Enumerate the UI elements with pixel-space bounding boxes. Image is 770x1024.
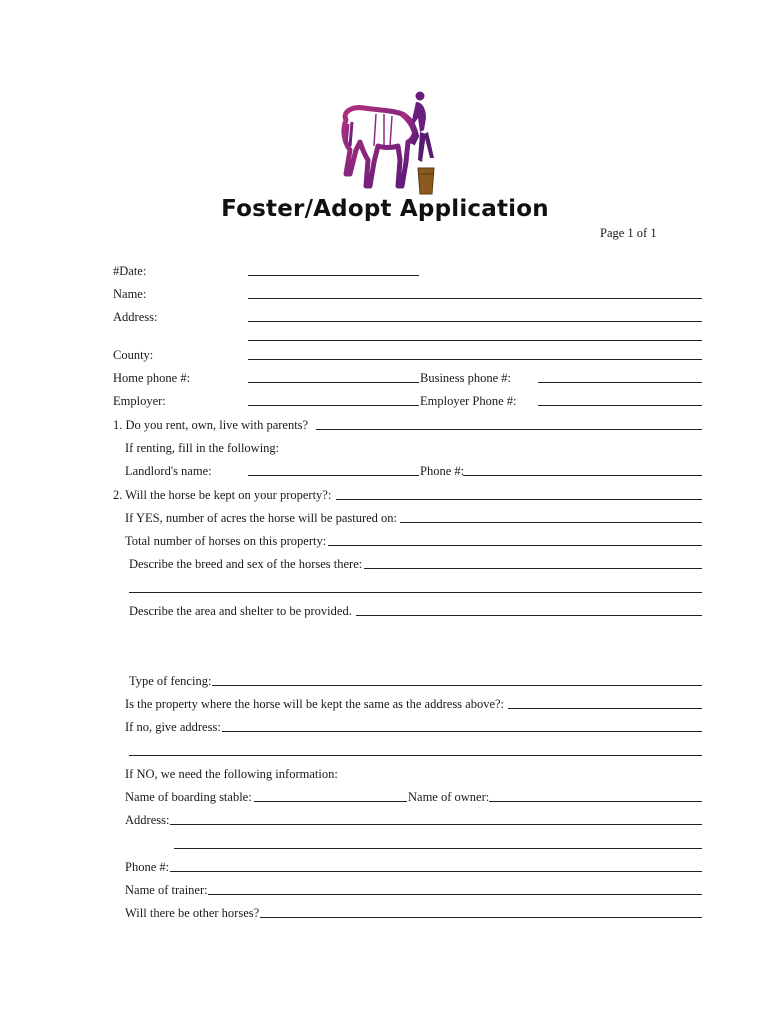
stable-address-label: Address: [125,813,170,827]
business-phone-field[interactable] [538,382,702,383]
landlord-field[interactable] [248,475,419,476]
boarding-stable-label: Name of boarding stable: [125,790,252,804]
stable-address-field-line2[interactable] [174,848,702,849]
address-label: Address: [113,310,158,324]
total-horses-label: Total number of horses on this property: [125,534,327,548]
address-field-line2[interactable] [248,340,702,341]
same-address-field[interactable] [508,708,702,709]
fencing-label: Type of fencing: [129,674,212,688]
stable-phone-label: Phone #: [125,860,170,874]
employer-field[interactable] [248,405,419,406]
acres-field[interactable] [400,522,702,523]
landlord-phone-field[interactable] [463,475,702,476]
trainer-label: Name of trainer: [125,883,208,897]
county-field[interactable] [248,359,702,360]
same-address-label: Is the property where the horse will be kept the same as the address above?: [125,697,505,711]
business-phone-label: Business phone #: [420,371,511,385]
employer-phone-label: Employer Phone #: [420,394,517,408]
county-label: County: [113,348,154,362]
date-label: #Date: [113,264,147,278]
page-indicator: Page 1 of 1 [600,226,657,240]
breed-sex-field[interactable] [364,568,702,569]
area-shelter-label: Describe the area and shelter to be provided. [129,604,352,618]
acres-label: If YES, number of acres the horse will be pastured on: [125,511,398,525]
other-horses-label: Will there be other horses? [125,906,260,920]
trainer-field[interactable] [208,894,702,895]
name-field[interactable] [248,298,702,299]
renting-note: If renting, fill in the following: [125,441,280,455]
page-title: Foster/Adopt Application [221,196,549,222]
landlord-label: Landlord's name: [125,464,212,478]
stable-address-field[interactable] [170,824,702,825]
landlord-phone-label: Phone #: [420,464,465,478]
q1-field[interactable] [316,429,702,430]
stable-phone-field[interactable] [170,871,702,872]
fencing-field[interactable] [212,685,702,686]
breed-sex-field-line2[interactable] [129,592,702,593]
total-horses-field[interactable] [328,545,702,546]
owner-field[interactable] [489,801,702,802]
horse-and-rider-icon [332,90,442,198]
if-no-address-label: If no, give address: [125,720,221,734]
boarding-stable-field[interactable] [254,801,407,802]
if-no-address-field-line2[interactable] [129,755,702,756]
employer-label: Employer: [113,394,166,408]
home-phone-field[interactable] [248,382,419,383]
name-label: Name: [113,287,147,301]
date-field[interactable] [248,275,419,276]
if-no-address-field[interactable] [222,731,702,732]
home-phone-label: Home phone #: [113,371,191,385]
other-horses-field[interactable] [260,917,702,918]
q1-label: 1. Do you rent, own, live with parents? [113,418,309,432]
area-shelter-field[interactable] [356,615,702,616]
address-field-line1[interactable] [248,321,702,322]
if-no-info-label: If NO, we need the following information: [125,767,338,781]
breed-sex-label: Describe the breed and sex of the horses there: [129,557,363,571]
q2-field[interactable] [336,499,702,500]
owner-label: Name of owner: [408,790,490,804]
employer-phone-field[interactable] [538,405,702,406]
q2-label: 2. Will the horse be kept on your property?: [113,488,332,502]
